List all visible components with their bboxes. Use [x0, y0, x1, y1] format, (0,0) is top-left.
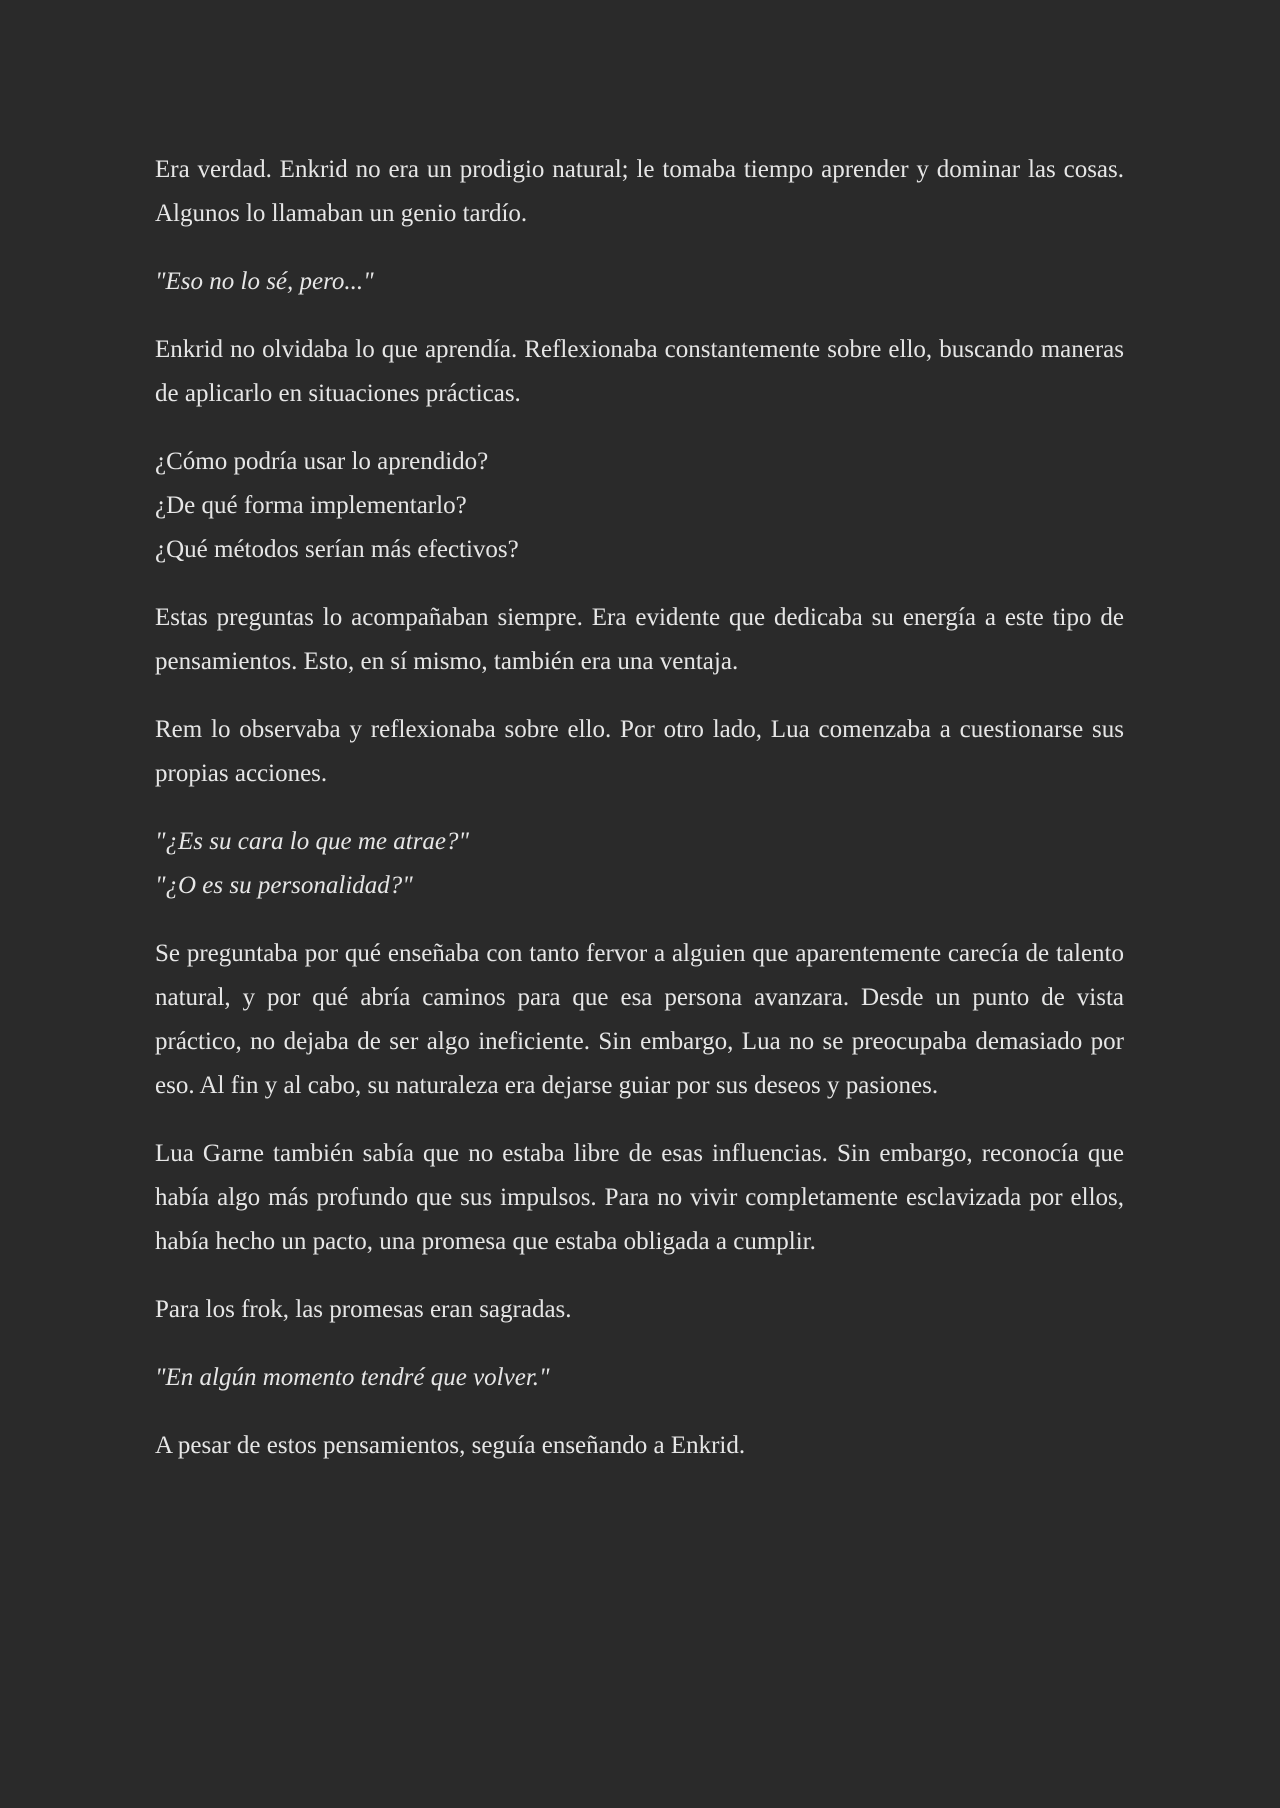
paragraph: Rem lo observaba y reflexionaba sobre ello. Por otro lado, Lua comenzaba a cuestionarse sus propias acciones. [155, 716, 1124, 787]
paragraph: Estas preguntas lo acompañaban siempre. Era evidente que dedicaba su energía a este tipo de pensamientos. Esto, en sí mismo, también era una ventaja. [155, 604, 1124, 675]
italic-dialogue: "Eso no lo sé, pero..." [155, 268, 374, 295]
italic-dialogue-list [155, 820, 1124, 908]
dialogue-line: "¿O es su personalidad?" [155, 872, 413, 899]
paragraph: Se preguntaba por qué enseñaba con tanto fervor a alguien que aparentemente carecía de talento natural, y por qué abría caminos para que esa persona avanzara. Desde un punto de vista práctico, no dejaba de ser algo ineficiente. Sin embargo, Lua no se preocupaba demasiado por eso. Al fin y al cabo, su naturaleza era dejarse guiar por sus deseos y pasiones. [155, 940, 1124, 1099]
paragraph: A pesar de estos pensamientos, seguía enseñando a Enkrid. [155, 1432, 746, 1459]
italic-dialogue: "En algún momento tendré que volver." [155, 1364, 550, 1391]
paragraph: Enkrid no olvidaba lo que aprendía. Reflexionaba constantemente sobre ello, buscando maneras de aplicarlo en situaciones prácticas. [155, 336, 1124, 407]
paragraph: Era verdad. Enkrid no era un prodigio natural; le tomaba tiempo aprender y dominar las cosas. Algunos lo llamaban un genio tardío. [155, 156, 1124, 227]
question-line: ¿Qué métodos serían más efectivos? [155, 536, 519, 563]
question-line: ¿Cómo podría usar lo aprendido? [155, 448, 489, 475]
question-line: ¿De qué forma implementarlo? [155, 492, 467, 519]
dialogue-line: "¿Es su cara lo que me atrae?" [155, 828, 470, 855]
chapter-text [155, 148, 1124, 1492]
question-list [155, 440, 1124, 572]
paragraph: Para los frok, las promesas eran sagradas. [155, 1296, 572, 1323]
paragraph: Lua Garne también sabía que no estaba libre de esas influencias. Sin embargo, reconocía que había algo más profundo que sus impulsos. Para no vivir completamente esclavizada por ellos, había hecho un pacto, una promesa que estaba obligada a cumplir. [155, 1140, 1124, 1255]
